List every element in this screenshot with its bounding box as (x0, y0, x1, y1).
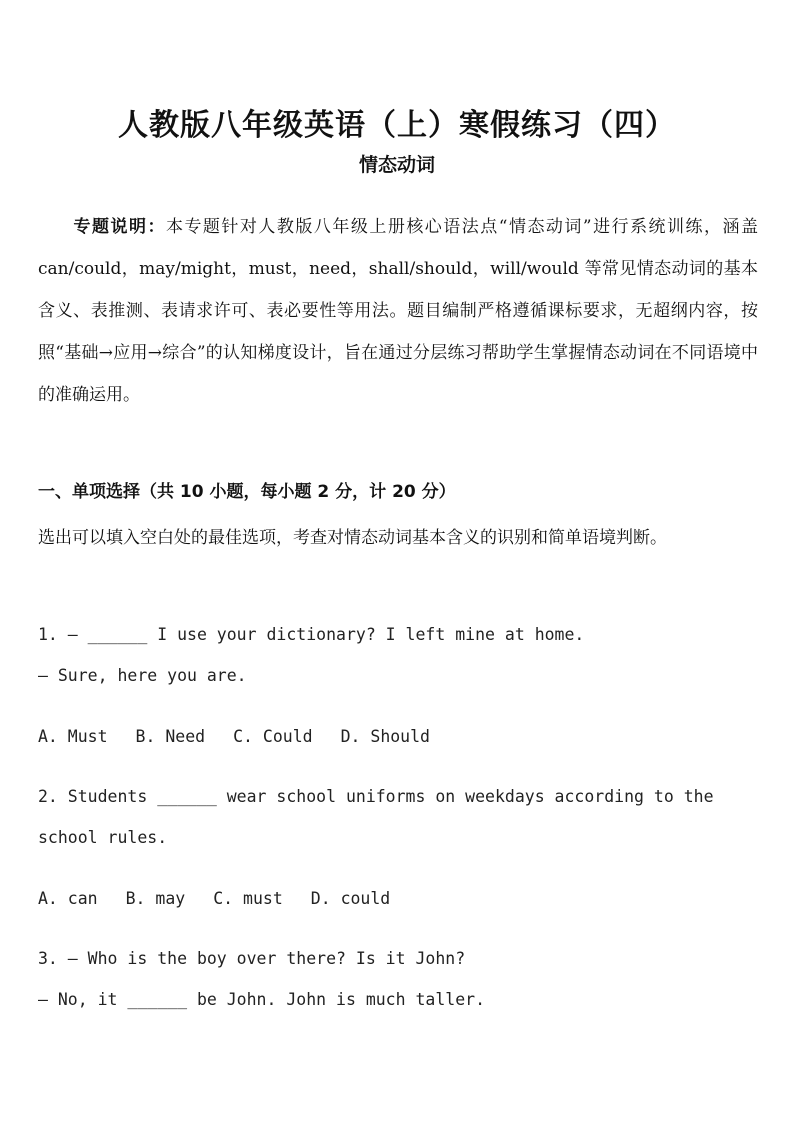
question-2-stem-cont: school rules. (38, 828, 168, 847)
question-1 (38, 614, 758, 696)
intro-text: 本专题针对人教版八年级上册核心语法点“情态动词”进行系统训练，涵盖 can/could，may/might，must，need，shall/should，will/would 等常见情态动词的基本含义、表推测、表请求许可、表必要性等用法。题目编制严格遵循课标要求，无超纲内容，按照“基础→应用→综合”的认知梯度设计，旨在通过分层练习帮助学生掌握情态动词在不同语境中的准确运用。 (38, 217, 759, 405)
option-b: B. Need (135, 727, 206, 746)
question-1-stem: 1. — ______ I use your dictionary? I left mine at home. (38, 625, 585, 644)
page-title: 人教版八年级英语（上）寒假练习（四） (118, 108, 676, 143)
option-a: A. can (38, 889, 98, 908)
option-a: A. Must (38, 727, 108, 746)
section-heading: 一、单项选择（共 10 小题，每小题 2 分，计 20 分） (38, 482, 456, 502)
option-c: C. Could (233, 727, 313, 746)
question-1-options (38, 716, 758, 757)
question-1-reply: — Sure, here you are. (38, 666, 247, 685)
question-3 (38, 938, 758, 1020)
question-2 (38, 776, 758, 858)
option-d: D. Should (340, 727, 430, 746)
page-subtitle: 情态动词 (358, 154, 435, 176)
option-b: B. may (125, 889, 186, 908)
intro-label: 专题说明： (72, 217, 166, 237)
question-2-stem: 2. Students ______ wear school uniforms on weekdays according to the (38, 787, 714, 806)
section-description: 选出可以填入空白处的最佳选项，考查对情态动词基本含义的识别和简单语境判断。 (38, 528, 667, 548)
question-2-options (38, 878, 758, 919)
question-3-reply: — No, it ______ be John. John is much taller. (38, 990, 486, 1009)
intro-paragraph (38, 206, 758, 416)
question-3-stem: 3. — Who is the boy over there? Is it John? (38, 949, 466, 968)
option-c: C. must (213, 889, 283, 908)
option-d: D. could (310, 889, 391, 908)
